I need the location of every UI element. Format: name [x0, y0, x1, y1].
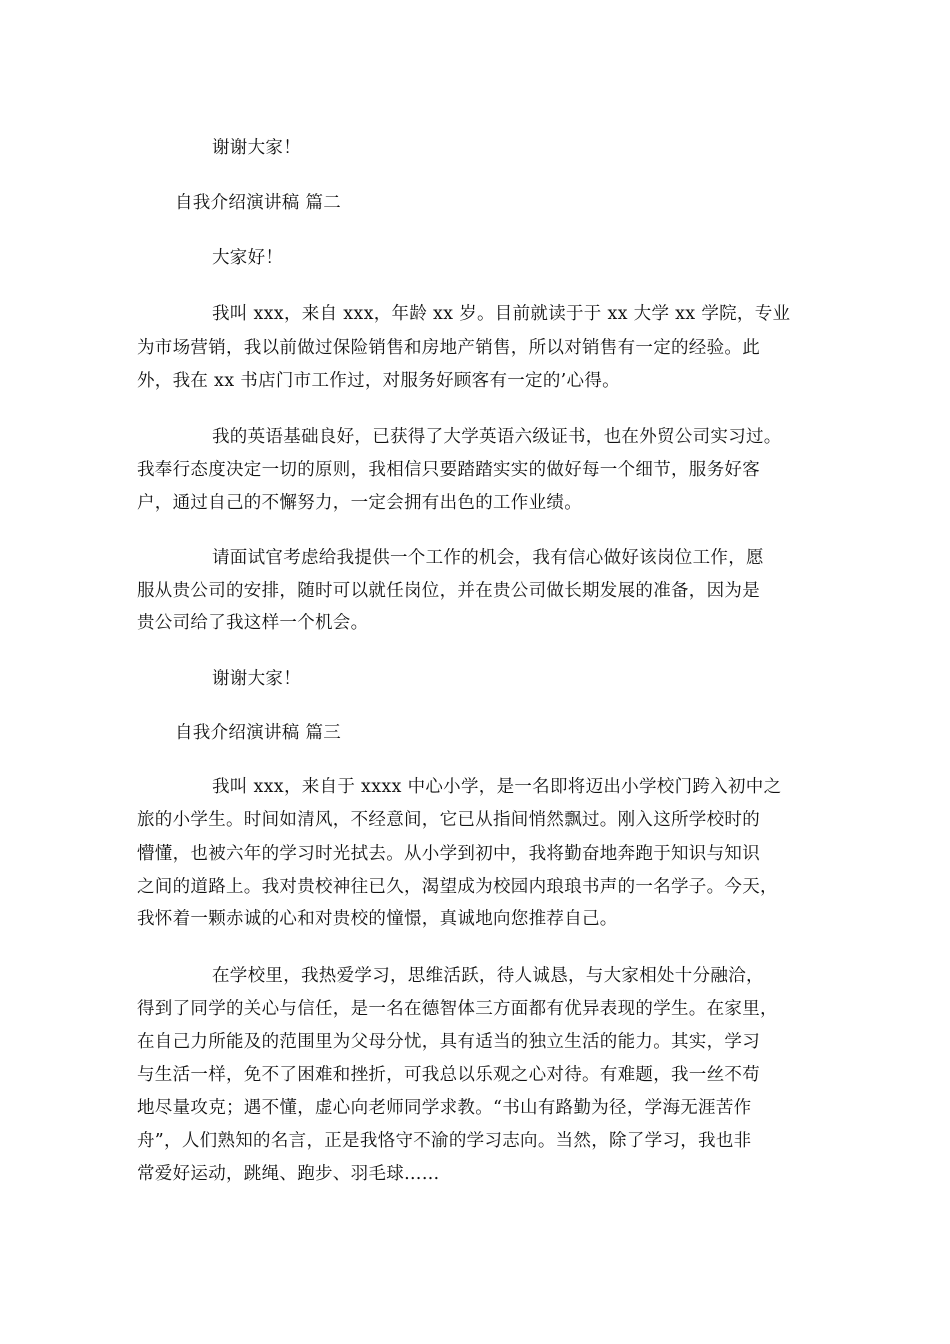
paragraph-line: 请面试官考虑给我提供一个工作的机会，我有信心做好该岗位工作，愿 — [212, 548, 764, 568]
paragraph-line: 地尽量攻克；遇不懂，虚心向老师同学求教。“书山有路勤为径，学海无涯苦作 — [137, 1098, 752, 1118]
paragraph-line: 我奉行态度决定一切的原则，我相信只要踏踏实实的做好每一个细节，服务好客 — [137, 460, 760, 480]
paragraph-line: 我叫 xxx，来自于 xxxx 中心小学，是一名即将迈出小学校门跨入初中之 — [212, 777, 782, 797]
paragraph-line: 我叫 xxx，来自 xxx，年龄 xx 岁。目前就读于于 xx 大学 xx 学院，专业 — [212, 304, 791, 324]
paragraph-line: 在学校里，我热爱学习，思维活跃，待人诚恳，与大家相处十分融洽， — [212, 966, 764, 986]
paragraph-line: 服从贵公司的安排，随时可以就任岗位，并在贵公司做长期发展的准备，因为是 — [137, 581, 760, 601]
paragraph-line: 之间的道路上。我对贵校神往已久，渴望成为校园内琅琅书声的一名学子。今天， — [137, 877, 778, 897]
section-heading-3: 自我介绍演讲稿 篇三 — [175, 723, 342, 743]
greeting: 大家好！ — [212, 248, 284, 268]
closing-thanks: 谢谢大家！ — [212, 669, 301, 689]
paragraph-line: 舟”，人们熟知的名言，正是我恪守不渝的学习志向。当然，除了学习，我也非 — [137, 1131, 752, 1151]
paragraph-line: 旅的小学生。时间如清风，不经意间，它已从指间悄然飘过。刚入这所学校时的 — [137, 810, 760, 830]
paragraph-line: 为市场营销，我以前做过保险销售和房地产销售，所以对销售有一定的经验。此 — [137, 338, 760, 358]
paragraph-line: 我的英语基础良好，已获得了大学英语六级证书，也在外贸公司实习过。 — [212, 427, 782, 447]
paragraph-line: 我怀着一颗赤诚的心和对贵校的憧憬，真诚地向您推荐自己。 — [137, 909, 618, 929]
paragraph-line: 常爱好运动，跳绳、跑步、羽毛球…… — [137, 1164, 440, 1184]
closing-thanks: 谢谢大家！ — [212, 138, 301, 158]
paragraph-line: 户，通过自己的不懈努力，一定会拥有出色的工作业绩。 — [137, 493, 582, 513]
paragraph-line: 得到了同学的关心与信任，是一名在德智体三方面都有优异表现的学生。在家里， — [137, 999, 778, 1019]
paragraph-line: 懵懂，也被六年的学习时光拭去。从小学到初中，我将勤奋地奔跑于知识与知识 — [137, 844, 760, 864]
paragraph-line: 与生活一样，免不了困难和挫折，可我总以乐观之心对待。有难题，我一丝不苟 — [137, 1065, 760, 1085]
paragraph-line: 外，我在 xx 书店门市工作过，对服务好顾客有一定的’心得。 — [137, 371, 620, 391]
section-heading-2: 自我介绍演讲稿 篇二 — [175, 193, 342, 213]
paragraph-line: 在自己力所能及的范围里为父母分忧，具有适当的独立生活的能力。其实，学习 — [137, 1032, 760, 1052]
paragraph-line: 贵公司给了我这样一个机会。 — [137, 613, 369, 633]
